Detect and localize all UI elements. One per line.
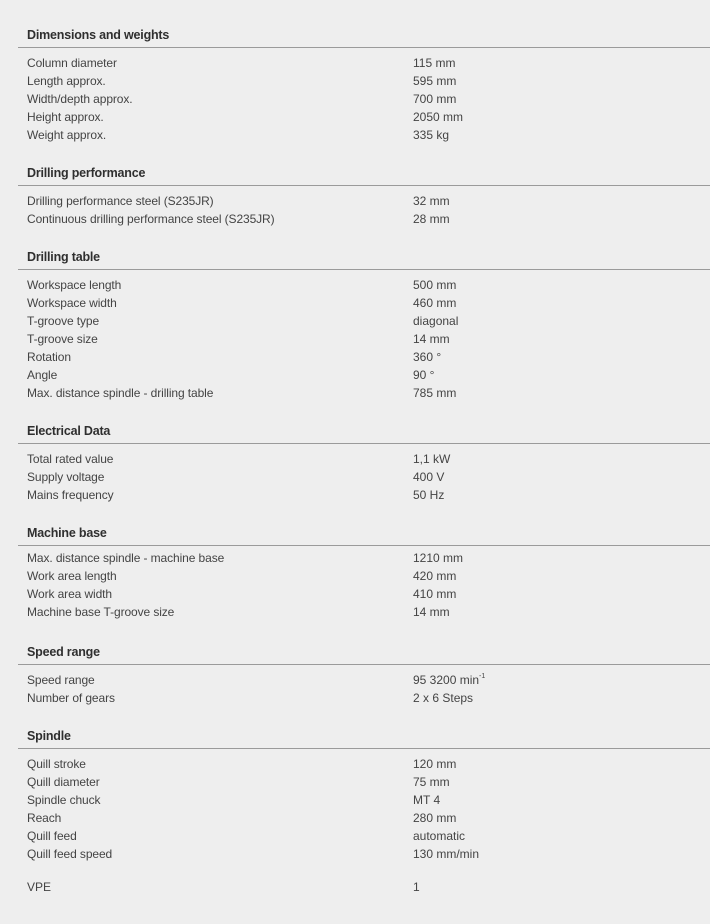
spec-row	[0, 366, 710, 384]
spec-label: Workspace width	[27, 296, 117, 310]
spec-label: Work area length	[27, 569, 117, 583]
spec-value: 335 kg	[413, 128, 450, 142]
spec-row	[0, 549, 710, 567]
spec-row	[0, 827, 710, 845]
spec-value: 2050 mm	[413, 110, 464, 124]
spec-value: 115 mm	[413, 56, 456, 70]
spec-value: 14 mm	[413, 332, 450, 346]
spec-label: Height approx.	[27, 110, 104, 124]
section-title: Dimensions and weights	[27, 28, 170, 42]
spec-value: diagonal	[413, 314, 459, 328]
spec-value: 460 mm	[413, 296, 457, 310]
spec-label: Quill stroke	[27, 757, 86, 771]
spec-row	[0, 126, 710, 144]
spec-row	[0, 348, 710, 366]
spec-value: 280 mm	[413, 811, 457, 825]
spec-rows	[0, 549, 710, 621]
spec-rows	[0, 192, 710, 228]
spec-row	[0, 809, 710, 827]
spec-label: Quill feed speed	[27, 847, 113, 861]
spec-label: Length approx.	[27, 74, 106, 88]
spec-row	[0, 384, 710, 402]
spec-row	[0, 845, 710, 863]
spec-rows	[0, 450, 710, 504]
spec-row	[0, 210, 710, 228]
spec-value: 1,1 kW	[413, 452, 451, 466]
spec-label: Machine base T-groove size	[27, 605, 175, 619]
spec-row	[0, 671, 710, 689]
spec-label: Spindle chuck	[27, 793, 101, 807]
spec-value: 14 mm	[413, 605, 450, 619]
spec-label: Rotation	[27, 350, 71, 364]
spec-value: 700 mm	[413, 92, 457, 106]
spec-label: T-groove size	[27, 332, 98, 346]
spec-label: Supply voltage	[27, 470, 105, 484]
section-title: Spindle	[27, 729, 71, 743]
spec-row	[0, 108, 710, 126]
spec-row	[0, 755, 710, 773]
spec-value: automatic	[413, 829, 466, 843]
spec-rows	[0, 276, 710, 402]
speed-value-text: 95 3200 min	[413, 673, 480, 687]
spec-row	[0, 72, 710, 90]
section-divider	[18, 269, 710, 270]
spec-value: MT 4	[413, 793, 441, 807]
spec-rows	[0, 755, 710, 863]
spec-label: Column diameter	[27, 56, 117, 70]
section-divider	[18, 443, 710, 444]
spec-row	[0, 192, 710, 210]
spec-row	[0, 773, 710, 791]
spec-value: 2 x 6 Steps	[413, 691, 474, 705]
spec-label: Drilling performance steel (S235JR)	[27, 194, 214, 208]
spec-row	[0, 791, 710, 809]
spec-row	[0, 689, 710, 707]
spec-row	[0, 450, 710, 468]
section-title: Speed range	[27, 645, 100, 659]
spec-value: 420 mm	[413, 569, 457, 583]
spec-label: Speed range	[27, 673, 95, 687]
unit-exponent: -1	[479, 673, 486, 680]
section-title: Machine base	[27, 526, 107, 540]
spec-label: Workspace length	[27, 278, 122, 292]
spec-label: Max. distance spindle - drilling table	[27, 386, 214, 400]
spec-value: 120 mm	[413, 757, 457, 771]
section-title: Drilling table	[27, 250, 100, 264]
spec-label: Max. distance spindle - machine base	[27, 551, 225, 565]
spec-row	[0, 312, 710, 330]
spec-label: Weight approx.	[27, 128, 107, 142]
spec-rows	[0, 54, 710, 144]
spec-row	[0, 294, 710, 312]
spec-rows	[0, 671, 710, 707]
spec-value: 32 mm	[413, 194, 450, 208]
spec-value: 785 mm	[413, 386, 457, 400]
spec-row	[0, 486, 710, 504]
spec-label: Number of gears	[27, 691, 115, 705]
spec-label: Continuous drilling performance steel (S235JR)	[27, 212, 275, 226]
spec-value: 50 Hz	[413, 488, 445, 502]
section-divider	[18, 47, 710, 48]
spec-label: Quill feed	[27, 829, 77, 843]
spec-row	[0, 330, 710, 348]
spec-row	[0, 54, 710, 72]
spec-label: T-groove type	[27, 314, 100, 328]
vpe-value: 1	[413, 880, 420, 894]
spec-label: Width/depth approx.	[27, 92, 133, 106]
vpe-label: VPE	[27, 880, 52, 894]
spec-value: 595 mm	[413, 74, 457, 88]
spec-value	[413, 671, 485, 689]
spec-row	[0, 90, 710, 108]
spec-value: 1210 mm	[413, 551, 464, 565]
spec-label: Work area width	[27, 587, 112, 601]
section-divider	[18, 545, 710, 546]
section-divider	[18, 748, 710, 749]
spec-label: Angle	[27, 368, 58, 382]
spec-value: 400 V	[413, 470, 445, 484]
spec-value: 500 mm	[413, 278, 457, 292]
spec-value: 90 °	[413, 368, 435, 382]
spec-row	[0, 567, 710, 585]
spec-row	[0, 585, 710, 603]
spec-value: 75 mm	[413, 775, 450, 789]
spec-value: 130 mm/min	[413, 847, 480, 861]
spec-value: 360 °	[413, 350, 442, 364]
spec-value: 410 mm	[413, 587, 457, 601]
spec-value: 28 mm	[413, 212, 450, 226]
spec-label: Quill diameter	[27, 775, 100, 789]
section-title: Drilling performance	[27, 166, 146, 180]
spec-row	[0, 603, 710, 621]
spec-label: Reach	[27, 811, 62, 825]
section-divider	[18, 185, 710, 186]
spec-label: Mains frequency	[27, 488, 114, 502]
section-divider	[18, 664, 710, 665]
spec-row	[0, 276, 710, 294]
spec-row	[0, 468, 710, 486]
vpe-row	[0, 878, 710, 896]
section-title: Electrical Data	[27, 424, 111, 438]
spec-label: Total rated value	[27, 452, 114, 466]
